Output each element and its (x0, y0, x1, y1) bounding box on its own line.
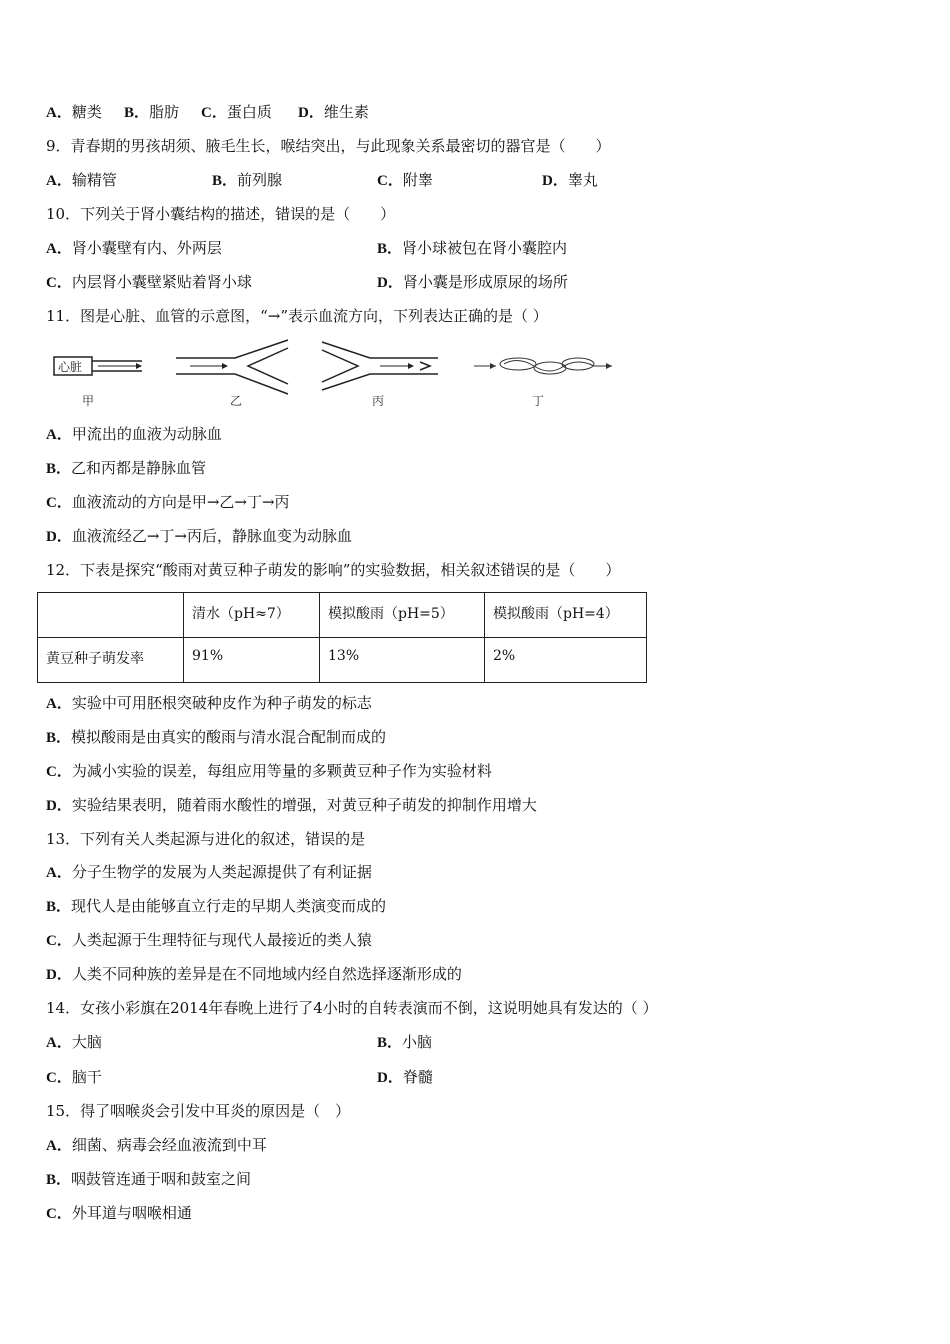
q10-option-c: C．内层肾小囊壁紧贴着肾小球 (46, 273, 252, 291)
q11-option-c: C．血液流动的方向是甲→乙→丁→丙 (46, 493, 290, 511)
q15-stem: 15．得了咽喉炎会引发中耳炎的原因是（ ） (46, 1102, 351, 1120)
q12-option-a: A．实验中可用胚根突破种皮作为种子萌发的标志 (46, 694, 372, 712)
q14-option-c: C．脑干 (46, 1068, 102, 1086)
caption-jia: 甲 (82, 394, 95, 408)
q8-option-c: C．蛋白质 (201, 103, 272, 121)
q11-stem: 11．图是心脏、血管的示意图，“→”表示血流方向，下列表达正确的是（ ） (46, 307, 548, 325)
q9-option-a: A．输精管 (46, 171, 117, 189)
diagram-ding (474, 358, 612, 374)
q12-stem: 12．下表是探究“酸雨对黄豆种子萌发的影响”的实验数据，相关叙述错误的是（ ） (46, 561, 621, 579)
caption-yi: 乙 (230, 394, 243, 408)
table-header-row (38, 593, 647, 638)
table-header-cell (38, 593, 184, 638)
table-header-cell: 模拟酸雨（pH=5） (320, 593, 485, 638)
q9-stem: 9．青春期的男孩胡须、腋毛生长，喉结突出，与此现象关系最密切的器官是（ ） (46, 137, 611, 155)
q13-option-d: D．人类不同种族的差异是在不同地域内经自然选择逐渐形成的 (46, 965, 462, 983)
caption-ding: 丁 (532, 394, 545, 408)
q12-option-d: D．实验结果表明，随着雨水酸性的增强，对黄豆种子萌发的抑制作用增大 (46, 796, 537, 814)
q9-option-b: B．前列腺 (212, 171, 283, 189)
q9-option-d: D．睾丸 (542, 171, 598, 189)
q14-option-d: D．脊髓 (377, 1068, 433, 1086)
q13-option-a: A．分子生物学的发展为人类起源提供了有利证据 (46, 863, 372, 881)
q14-option-b: B．小脑 (377, 1033, 433, 1051)
q11-option-a: A．甲流出的血液为动脉血 (46, 425, 222, 443)
table-header-cell: 模拟酸雨（pH=4） (485, 593, 647, 638)
q8-option-d: D．维生素 (298, 103, 369, 121)
q14-option-a: A．大脑 (46, 1033, 102, 1051)
q15-option-c: C．外耳道与咽喉相通 (46, 1204, 192, 1222)
caption-bing: 丙 (372, 394, 385, 408)
q14-stem: 14．女孩小彩旗在2014年春晚上进行了4小时的自转表演而不倒，这说明她具有发达的（ ） (46, 999, 658, 1017)
q12-option-b: B．模拟酸雨是由真实的酸雨与清水混合配制而成的 (46, 728, 387, 746)
table-cell: 2% (485, 638, 647, 683)
heart-label: 心脏 (58, 360, 83, 374)
q15-option-b: B．咽鼓管连通于咽和鼓室之间 (46, 1170, 252, 1188)
q10-option-a: A．肾小囊壁有内、外两层 (46, 239, 222, 257)
q11-option-b: B．乙和丙都是静脉血管 (46, 459, 207, 477)
diagram-yi (176, 340, 288, 394)
q8-option-b: B．脂肪 (124, 103, 180, 121)
table-cell: 13% (320, 638, 485, 683)
table-row (38, 638, 647, 683)
q11-option-d: D．血液流经乙→丁→丙后，静脉血变为动脉血 (46, 527, 352, 545)
q8-option-a: A．糖类 (46, 103, 102, 121)
q13-option-c: C．人类起源于生理特征与现代人最接近的类人猿 (46, 931, 372, 949)
q15-option-a: A．细菌、病毒会经血液流到中耳 (46, 1136, 267, 1154)
q10-option-b: B．肾小球被包在肾小囊腔内 (377, 239, 568, 257)
q13-option-b: B．现代人是由能够直立行走的早期人类演变而成的 (46, 897, 387, 915)
q12-option-c: C．为减小实验的误差，每组应用等量的多颗黄豆种子作为实验材料 (46, 762, 492, 780)
diagram-bing (322, 342, 438, 390)
table-cell: 91% (184, 638, 320, 683)
table-header-cell: 清水（pH≈7） (184, 593, 320, 638)
q9-option-c: C．附睾 (377, 171, 433, 189)
q10-stem: 10．下列关于肾小囊结构的描述，错误的是（ ） (46, 205, 396, 223)
q13-stem: 13．下列有关人类起源与进化的叙述，错误的是 (46, 830, 366, 848)
q10-option-d: D．肾小囊是形成原尿的场所 (377, 273, 568, 291)
table-cell: 黄豆种子萌发率 (38, 638, 184, 683)
diagram-jia (54, 357, 142, 375)
germination-table (37, 592, 647, 683)
